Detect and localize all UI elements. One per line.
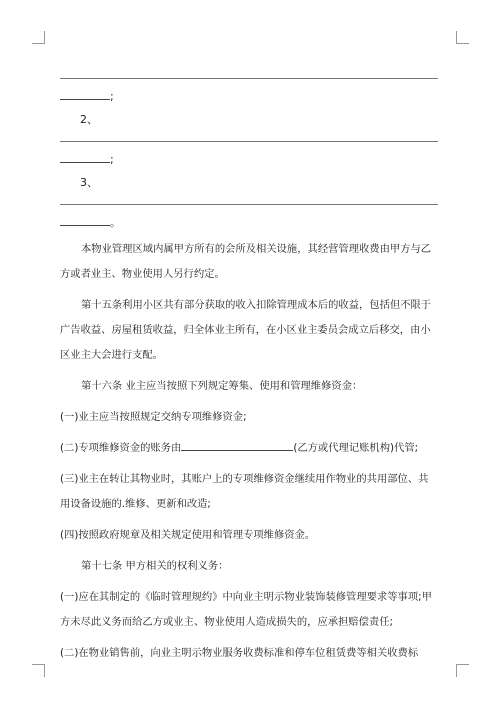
page-corner-mark-bottom-right bbox=[456, 664, 469, 677]
paragraph-article-16-item-1: (一)业主应当按照规定交纳专项维修资金; bbox=[60, 411, 247, 423]
paragraph-article-16-item-2 bbox=[60, 436, 438, 461]
fill-in-blank[interactable] bbox=[181, 439, 293, 451]
paragraph-clubhouse: 本物业管理区域内属甲方所有的会所及相关设施，其经营管理收费由甲方与乙方或者业主、物业使用人另行约定。 bbox=[60, 243, 432, 280]
list-item-2-number: 2、 bbox=[80, 113, 98, 126]
paragraph-article-17-item-2: (二)在物业销售前，向业主明示物业服务收费标准和停车位租赁费等相关收费标 bbox=[60, 647, 419, 659]
fill-in-blank[interactable] bbox=[60, 150, 110, 163]
list-item-1-suffix: ; bbox=[110, 90, 114, 103]
list-item-1-end bbox=[60, 87, 438, 105]
fill-in-blank[interactable] bbox=[60, 87, 110, 100]
page-corner-mark-top-right bbox=[456, 31, 469, 44]
paragraph-article-15: 第十五条利用小区共有部分获取的收入扣除管理成本后的收益，包括但不限于广告收益、房屋租赁收益，归全体业主所有，在小区业主委员会成立后移交，由小区业主大会进行支配。 bbox=[60, 299, 432, 361]
page-corner-mark-bottom-left bbox=[32, 664, 45, 677]
page-corner-mark-top-left bbox=[32, 31, 45, 44]
list-item-3-end bbox=[60, 213, 438, 231]
item-2-text-before: (二)专项维修资金的账务由 bbox=[60, 442, 182, 454]
document-page bbox=[60, 64, 438, 666]
list-item-3-number: 3、 bbox=[80, 176, 98, 189]
paragraph-article-16: 第十六条 业主应当按照下列规定筹集、使用和管理维修资金： bbox=[81, 380, 363, 392]
fill-in-blank[interactable] bbox=[60, 213, 110, 226]
paragraph-article-16-item-4: (四)按照政府规章及相关规定使用和管理专项维修资金。 bbox=[60, 529, 316, 541]
item-2-text-after: (乙方或代理记账机构)代管; bbox=[293, 442, 419, 454]
paragraph-article-16-item-3: (三)业主在转让其物业时，其账户上的专项维修资金继续用作物业的共用部位、共用设备设施的.维修、更新和改造; bbox=[60, 473, 429, 510]
list-item-2-end bbox=[60, 150, 438, 168]
list-item-3-suffix: 。 bbox=[110, 216, 121, 229]
paragraph-article-17-item-1: (一)应在其制定的《临时管理规约》中向业主明示物业装饰装修管理要求等事项;甲方未尽此义务而给乙方或业主、物业使用人造成损失的，应承担赔偿责任; bbox=[60, 591, 432, 628]
list-item-2-suffix: ; bbox=[110, 153, 114, 166]
paragraph-article-17: 第十七条 甲方相关的权利义务： bbox=[81, 560, 229, 572]
